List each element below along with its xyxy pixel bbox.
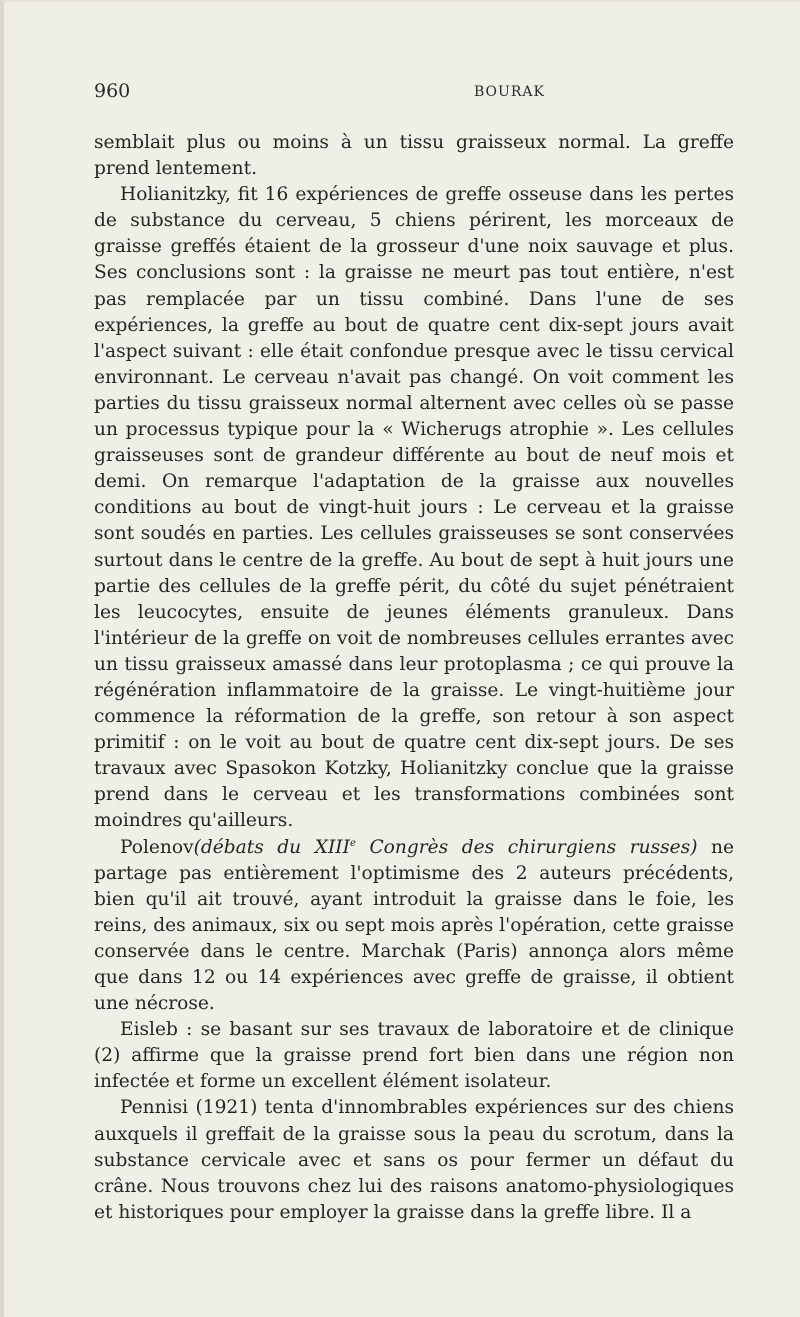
body-text: [94, 130, 734, 1226]
paragraph-3-citation-a: (débats du XIII: [193, 836, 350, 858]
paragraph-3: [94, 835, 734, 1018]
paragraph-5: Pennisi (1921) tenta d'innombrables expériences sur des chiens auxquels il greffait de la graisse sous la peau du scrotum, dans la substance cervicale avec et sans os pour fermer un défaut du crâne. Nous trouvons chez lui des raisons anatomo-physiologiques et historiques pour employer la graisse dans la greffe libre. Il a: [94, 1097, 734, 1223]
paragraph-4: Eisleb : se basant sur ses travaux de laboratoire et de clinique (2) affirme que la graisse prend fort bien dans une région non infectée et forme un excellent élément isolateur.: [94, 1019, 734, 1093]
paragraph-2: Holianitzky, fit 16 expériences de greffe osseuse dans les pertes de substance du cerveau, 5 chiens périrent, les morceaux de graisse greffés étaient de la grosseur d'une noix sauvage et plus. Ses conclusions sont : la graisse ne meurt pas tout entière, n'est pas remplacée par un tissu combiné. Dans l'une de ses expériences, la greffe au bout de quatre cent dix-sept jours avait l'aspect suivant : elle était confondue presque avec le tissu cervical environnant. Le cerveau n'avait pas changé. On voit comment les parties du tissu graisseux normal alternent avec celles où se passe un processus typique pour la « Wicherugs atrophie ». Les cellules graisseuses sont de grandeur différente au bout de neuf mois et demi. On remarque l'adaptation de la graisse aux nouvelles conditions au bout de vingt-huit jours : Le cerveau et la graisse sont soudés en parties. Les cellules graisseuses se sont conservées surtout dans le centre de la greffe. Au bout de sept à huit jours une partie des cellules de la greffe périt, du côté du sujet pénétraient les leucocytes, ensuite de jeunes éléments granuleux. Dans l'intérieur de la greffe on voit de nombreuses cellules errantes avec un tissu graisseux amassé dans leur protoplasma ; ce qui prouve la régénération inflammatoire de la graisse. Le vingt-huitième jour commence la réformation de la greffe, son retour à son aspect primitif : on le voit au bout de quatre cent dix-sept jours. De ses travaux avec Spasokon Kotzky, Holianitzky conclue que la graisse prend dans le cerveau et les transformations combinées sont moindres qu'ailleurs.: [94, 184, 734, 832]
running-title: BOURAK: [474, 84, 545, 100]
paragraph-3-author: Polenov: [120, 836, 194, 858]
paragraph-3-citation-sup: e: [349, 837, 356, 849]
page-header: [94, 80, 734, 110]
paragraph-3-citation-b: Congrès des chirurgiens russes): [355, 836, 698, 858]
page-number: 960: [94, 80, 131, 102]
paragraph-1: semblait plus ou moins à un tissu graisseux normal. La greffe prend lentement.: [94, 132, 734, 180]
paragraph-3-text: ne partage pas entièrement l'optimisme des 2 auteurs précédents, bien qu'il ait trouvé, ayant introduit la graisse dans le foie, les reins, des animaux, six ou sept mois après l'opération, cette graisse conservée dans le centre. Marchak (Paris) annonça alors même que dans 12 ou 14 expériences avec greffe de graisse, il obtient une nécrose.: [94, 836, 735, 1015]
